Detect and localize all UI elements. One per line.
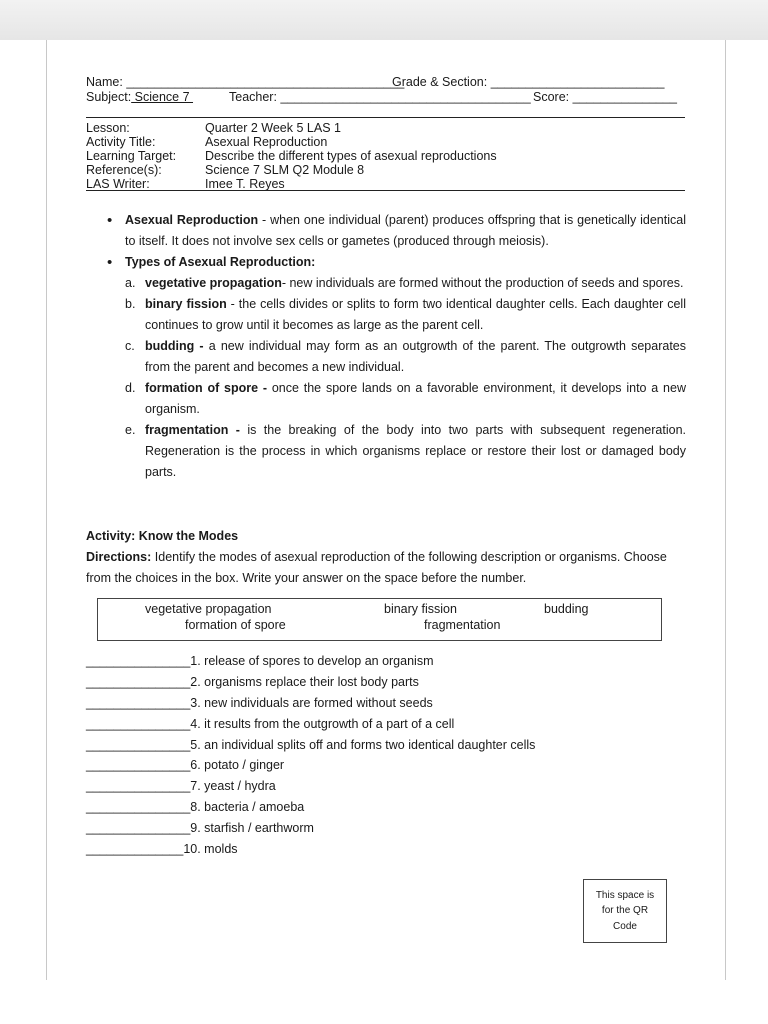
learning-target-label: Learning Target: xyxy=(86,149,177,163)
activity-title-value: Asexual Reproduction xyxy=(205,135,328,149)
type-item xyxy=(86,420,686,483)
teacher-line xyxy=(229,90,531,104)
answer-blank[interactable]: _______________ xyxy=(86,779,191,794)
item-text: 10. molds xyxy=(183,842,238,857)
activity-title-label: Activity Title: xyxy=(86,135,156,149)
item-text: 7. yeast / hydra xyxy=(190,779,276,794)
type-term: fragmentation - xyxy=(145,423,240,437)
name-line xyxy=(86,75,404,89)
reference-label: Reference(s): xyxy=(86,163,162,177)
answer-blank[interactable]: _______________ xyxy=(86,674,191,689)
lesson-label: Lesson: xyxy=(86,121,130,135)
type-letter: a. xyxy=(125,276,136,290)
lesson-value: Quarter 2 Week 5 LAS 1 xyxy=(205,121,341,135)
item-text: 8. bacteria / amoeba xyxy=(190,800,305,815)
answer-blank[interactable]: _______________ xyxy=(86,821,191,836)
activity-item xyxy=(86,839,535,860)
score-blank[interactable]: _______________ xyxy=(572,90,677,104)
subject-value: Science 7 xyxy=(131,90,194,104)
answer-blank[interactable]: ______________ xyxy=(86,842,184,857)
item-text: 6. potato / ginger xyxy=(190,758,285,773)
answer-blank[interactable]: _______________ xyxy=(86,695,191,710)
choice-fragmentation: fragmentation xyxy=(424,618,501,632)
score-line xyxy=(533,90,677,104)
type-term: budding - xyxy=(145,339,204,353)
choice-budding: budding xyxy=(544,602,589,616)
asexual-term: Asexual Reproduction xyxy=(125,213,259,227)
item-text: 5. an individual splits off and forms two identical daughter cells xyxy=(190,737,536,752)
activity-item xyxy=(86,818,535,839)
type-letter: d. xyxy=(125,381,136,395)
reference-row xyxy=(86,163,497,177)
choice-vegetative-propagation: vegetative propagation xyxy=(145,602,272,616)
activity-item xyxy=(86,672,535,693)
answer-blank[interactable]: _______________ xyxy=(86,737,191,752)
type-term: binary fission xyxy=(145,297,227,311)
grade-label: Grade & Section: xyxy=(392,75,488,89)
activity-items xyxy=(86,651,535,860)
header-rule-bottom xyxy=(86,190,685,191)
type-letter: b. xyxy=(125,297,136,311)
learning-target-row xyxy=(86,149,497,163)
lesson-info xyxy=(86,121,497,191)
answer-blank[interactable]: _______________ xyxy=(86,654,191,668)
type-def: - the cells divides or splits to form two identical daughter cells. Each daughter cell continues to grow until it becomes as large as the parent cell. xyxy=(145,297,686,332)
type-term: formation of spore - xyxy=(145,381,268,395)
activity-item xyxy=(86,651,535,672)
subject-line xyxy=(86,90,193,104)
activity-item xyxy=(86,735,535,756)
choice-formation-of-spore: formation of spore xyxy=(185,618,286,632)
las-writer-row xyxy=(86,177,497,191)
score-label: Score: xyxy=(533,90,570,104)
types-heading xyxy=(86,252,686,273)
type-item xyxy=(86,336,686,378)
name-blank[interactable]: ________________________________________ xyxy=(126,75,405,89)
type-letter: e. xyxy=(125,423,136,437)
directions xyxy=(86,547,686,589)
teacher-label: Teacher: xyxy=(229,90,277,104)
directions-text: Identify the modes of asexual reproduction of the following description or organisms. Choose from the choices in the box. Write your answer on the space before the number. xyxy=(86,550,667,585)
activity-item xyxy=(86,797,535,818)
header-rule-top xyxy=(86,117,685,118)
type-def: - new individuals are formed without the production of seeds and spores. xyxy=(281,276,684,290)
answer-blank[interactable]: _______________ xyxy=(86,758,191,773)
type-item xyxy=(86,273,686,294)
top-shade xyxy=(0,0,768,40)
types-heading-text: Types of Asexual Reproduction: xyxy=(125,255,316,269)
type-def: once the spore lands on a favorable environment, it develops into a new organism. xyxy=(145,381,686,416)
item-text: 3. new individuals are formed without seeds xyxy=(190,695,433,710)
activity-item xyxy=(86,693,535,714)
las-writer-value: Imee T. Reyes xyxy=(205,177,285,191)
name-label: Name: xyxy=(86,75,123,89)
item-text: 2. organisms replace their lost body parts xyxy=(190,674,419,689)
learning-target-value: Describe the different types of asexual reproductions xyxy=(205,149,497,163)
activity-item xyxy=(86,776,535,797)
grade-line xyxy=(392,75,665,89)
item-text: 9. starfish / earthworm xyxy=(190,821,314,836)
activity-item xyxy=(86,755,535,776)
item-text: 1. release of spores to develop an organism xyxy=(190,654,434,668)
asexual-def: - when one individual (parent) produces offspring that is genetically identical to itself. It does not involve sex cells or gametes (produced through meiosis). xyxy=(125,213,686,248)
lesson-row xyxy=(86,121,497,135)
choices-box xyxy=(97,598,662,641)
type-letter: c. xyxy=(125,339,135,353)
directions-label: Directions: xyxy=(86,550,152,564)
discussion xyxy=(86,210,686,483)
type-item xyxy=(86,378,686,420)
qr-code-placeholder xyxy=(583,879,667,943)
type-item xyxy=(86,294,686,336)
teacher-blank[interactable]: ____________________________________ xyxy=(280,90,531,104)
asexual-definition xyxy=(86,210,686,252)
qr-placeholder-text: This space is for the QR Code xyxy=(595,889,655,932)
grade-blank[interactable]: _________________________ xyxy=(490,75,665,89)
activity-title-row xyxy=(86,135,497,149)
answer-blank[interactable]: _______________ xyxy=(86,800,191,815)
activity-section xyxy=(86,526,686,589)
type-term: vegetative propagation xyxy=(145,276,282,290)
activity-title-text: Activity: Know the Modes xyxy=(86,529,239,543)
activity-item xyxy=(86,714,535,735)
type-def: is the breaking of the body into two parts with subsequent regeneration. Regeneration is the process in which organisms replace or restore their lost or damaged body parts. xyxy=(145,423,687,479)
reference-value: Science 7 SLM Q2 Module 8 xyxy=(205,163,365,177)
choice-binary-fission: binary fission xyxy=(384,602,457,616)
activity-title xyxy=(86,526,686,547)
type-def: a new individual may form as an outgrowth of the parent. The outgrowth separates from the parent and becomes a new individual. xyxy=(145,339,686,374)
answer-blank[interactable]: _______________ xyxy=(86,716,191,731)
las-writer-label: LAS Writer: xyxy=(86,177,150,191)
subject-label: Subject: xyxy=(86,90,132,104)
item-text: 4. it results from the outgrowth of a part of a cell xyxy=(190,716,455,731)
